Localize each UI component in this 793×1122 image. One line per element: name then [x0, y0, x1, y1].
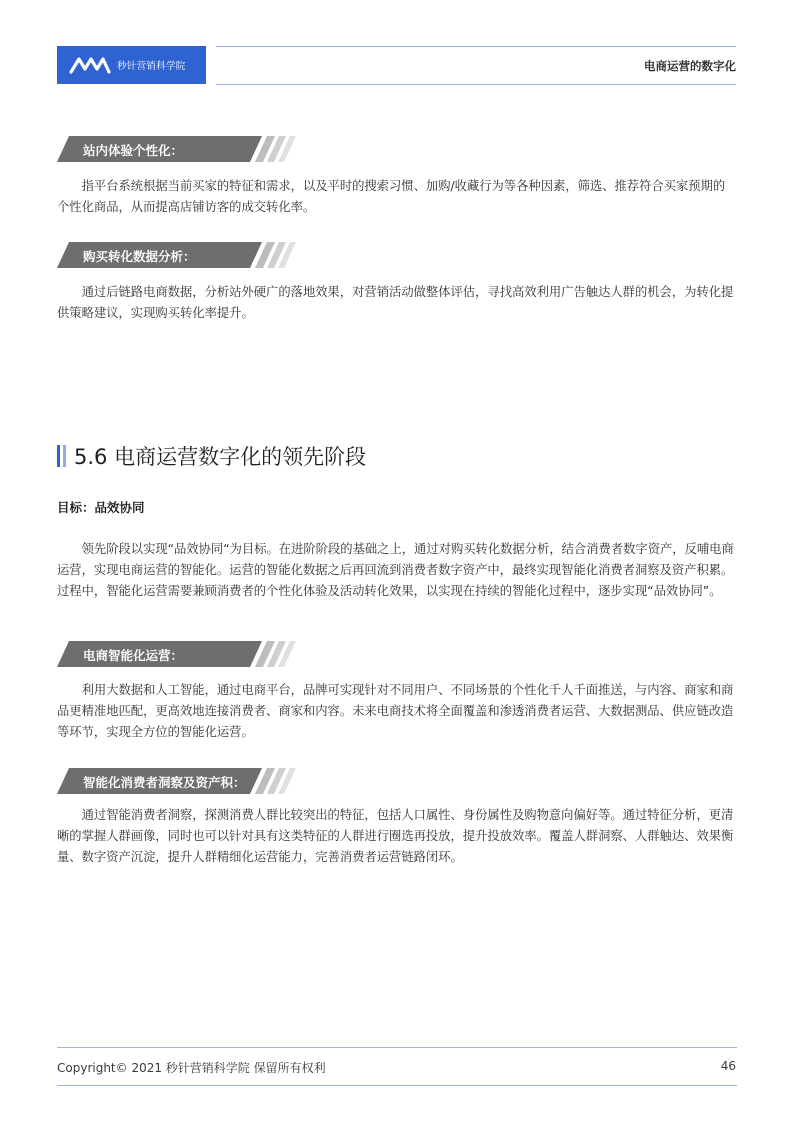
paragraph: 利用大数据和人工智能，通过电商平台，品牌可实现针对不同用户、不同场景的个性化千人千面推送，与内容、商家和商品更精准地匹配，更高效地连接消费者、商家和内容。未来电商技术将全面覆盖和渗透消费者运营、大数据测品、供应链改造等环节，实现全方位的智能化运营。 [57, 683, 734, 739]
logo-mark-icon [69, 54, 111, 76]
section-heading [57, 441, 366, 471]
document-title: 电商运营的数字化 [644, 59, 736, 73]
subheading-label: 购买转化数据分析： [83, 249, 196, 264]
paragraph: 指平台系统根据当前买家的特征和需求，以及平时的搜索习惯、加购/收藏行为等各种因素，筛选、推荐符合买家预期的个性化商品，从而提高店铺访客的成交转化率。 [57, 179, 726, 214]
subheading-banner [57, 136, 302, 162]
page-number: 46 [720, 1059, 736, 1073]
subheading-banner [57, 768, 302, 794]
section-title: 5.6 电商运营数字化的领先阶段 [74, 445, 367, 469]
brand-logo [57, 46, 206, 84]
heading-accent-bar [57, 445, 60, 467]
subheading-label: 电商智能化运营： [83, 648, 184, 663]
header-divider-bottom [216, 84, 736, 85]
subheading-banner [57, 242, 302, 268]
paragraph: 通过智能消费者洞察，探测消费人群比较突出的特征，包括人口属性、身份属性及购物意向偏好等。通过特征分析，更清晰的掌握人群画像，同时也可以针对具有这类特征的人群进行圈选再投放，提升投放效率。覆盖人群洞察、人群触达、效果衡量、数字资产沉淀，提升人群精细化运营能力，完善消费者运营链路闭环。 [57, 808, 734, 864]
copyright-text: Copyright© 2021 秒针营销科学院 保留所有权利 [57, 1061, 326, 1075]
paragraph: 领先阶段以实现“品效协同“为目标。在进阶阶段的基础之上，通过对购买转化数据分析，结合消费者数字资产，反哺电商运营，实现电商运营的智能化。运营的智能化数据之后再回流到消费者数字资产中，最终实现智能化消费者洞察及资产积累。过程中，智能化运营需要兼顾消费者的个性化体验及活动转化效果，以实现在持续的智能化过程中，逐步实现“品效协同”。 [57, 542, 734, 598]
goal-label: 目标：品效协同 [57, 500, 145, 515]
subheading-label: 站内体验个性化： [83, 143, 184, 158]
footer-divider-top [57, 1047, 737, 1048]
paragraph: 通过后链路电商数据，分析站外硬广的落地效果，对营销活动做整体评估，寻找高效利用广告触达人群的机会，为转化提供策略建议，实现购买转化率提升。 [57, 285, 734, 320]
brand-name: 秒针营销科学院 [117, 61, 186, 72]
header-divider-top [216, 46, 736, 47]
heading-accent-bar [63, 445, 66, 467]
subheading-label: 智能化消费者洞察及资产积： [83, 775, 246, 790]
footer-divider-bottom [57, 1085, 737, 1086]
subheading-banner [57, 641, 302, 667]
